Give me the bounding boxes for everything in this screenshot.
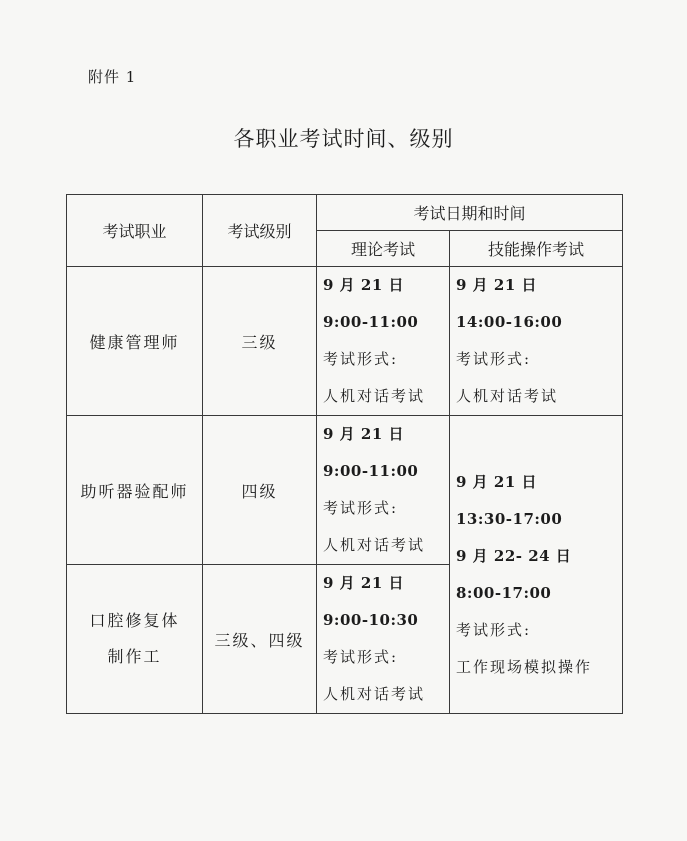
skill-format-label: 考试形式: bbox=[456, 620, 532, 639]
occupation-line: 制作工 bbox=[107, 647, 162, 666]
skill-cell bbox=[450, 267, 623, 416]
theory-format-label: 考试形式: bbox=[323, 499, 399, 517]
occupation-cell bbox=[67, 565, 203, 714]
table-row bbox=[67, 416, 623, 565]
header-occupation: 考试职业 bbox=[67, 195, 203, 267]
theory-time: 9:00-11:00 bbox=[323, 462, 419, 480]
theory-cell bbox=[317, 416, 450, 565]
document-title: 各职业考试时间、级别 bbox=[233, 127, 454, 151]
skill-date: 9 月 22- 24 日 bbox=[456, 546, 572, 565]
attachment-label: 附件 1 bbox=[88, 68, 137, 86]
merged-skill-cell bbox=[450, 416, 623, 714]
occupation-line: 助听器验配师 bbox=[80, 481, 189, 501]
level-cell: 四级 bbox=[203, 416, 317, 565]
theory-date: 9 月 21 日 bbox=[323, 276, 404, 294]
occupation-cell bbox=[67, 267, 203, 416]
theory-format: 人机对话考试 bbox=[323, 685, 426, 703]
skill-time: 13:30-17:00 bbox=[456, 509, 563, 528]
occupation-line: 口腔修复体 bbox=[89, 611, 180, 630]
occupation-cell bbox=[67, 416, 203, 565]
theory-cell bbox=[317, 267, 450, 416]
theory-time: 9:00-11:00 bbox=[323, 313, 419, 331]
theory-format: 人机对话考试 bbox=[323, 536, 426, 554]
theory-format-label: 考试形式: bbox=[323, 350, 399, 368]
header-row-1 bbox=[67, 195, 623, 231]
skill-date: 9 月 21 日 bbox=[456, 472, 537, 491]
skill-date: 9 月 21 日 bbox=[456, 276, 537, 294]
exam-schedule-table bbox=[66, 194, 623, 714]
theory-format: 人机对话考试 bbox=[323, 387, 426, 405]
level-cell: 三级、四级 bbox=[203, 565, 317, 714]
header-datetime: 考试日期和时间 bbox=[317, 195, 623, 231]
level-cell: 三级 bbox=[203, 267, 317, 416]
occupation-line: 健康管理师 bbox=[89, 332, 180, 352]
theory-date: 9 月 21 日 bbox=[323, 425, 404, 443]
skill-time: 14:00-16:00 bbox=[456, 313, 563, 331]
theory-time: 9:00-10:30 bbox=[323, 611, 419, 629]
skill-time: 8:00-17:00 bbox=[456, 583, 552, 602]
header-theory: 理论考试 bbox=[317, 231, 450, 267]
header-skill: 技能操作考试 bbox=[450, 231, 623, 267]
header-level: 考试级别 bbox=[203, 195, 317, 267]
table-row bbox=[67, 267, 623, 416]
theory-date: 9 月 21 日 bbox=[323, 574, 404, 592]
theory-cell bbox=[317, 565, 450, 714]
skill-format: 工作现场模拟操作 bbox=[456, 657, 593, 676]
theory-format-label: 考试形式: bbox=[323, 648, 399, 666]
skill-format-label: 考试形式: bbox=[456, 350, 532, 368]
skill-format: 人机对话考试 bbox=[456, 387, 559, 405]
